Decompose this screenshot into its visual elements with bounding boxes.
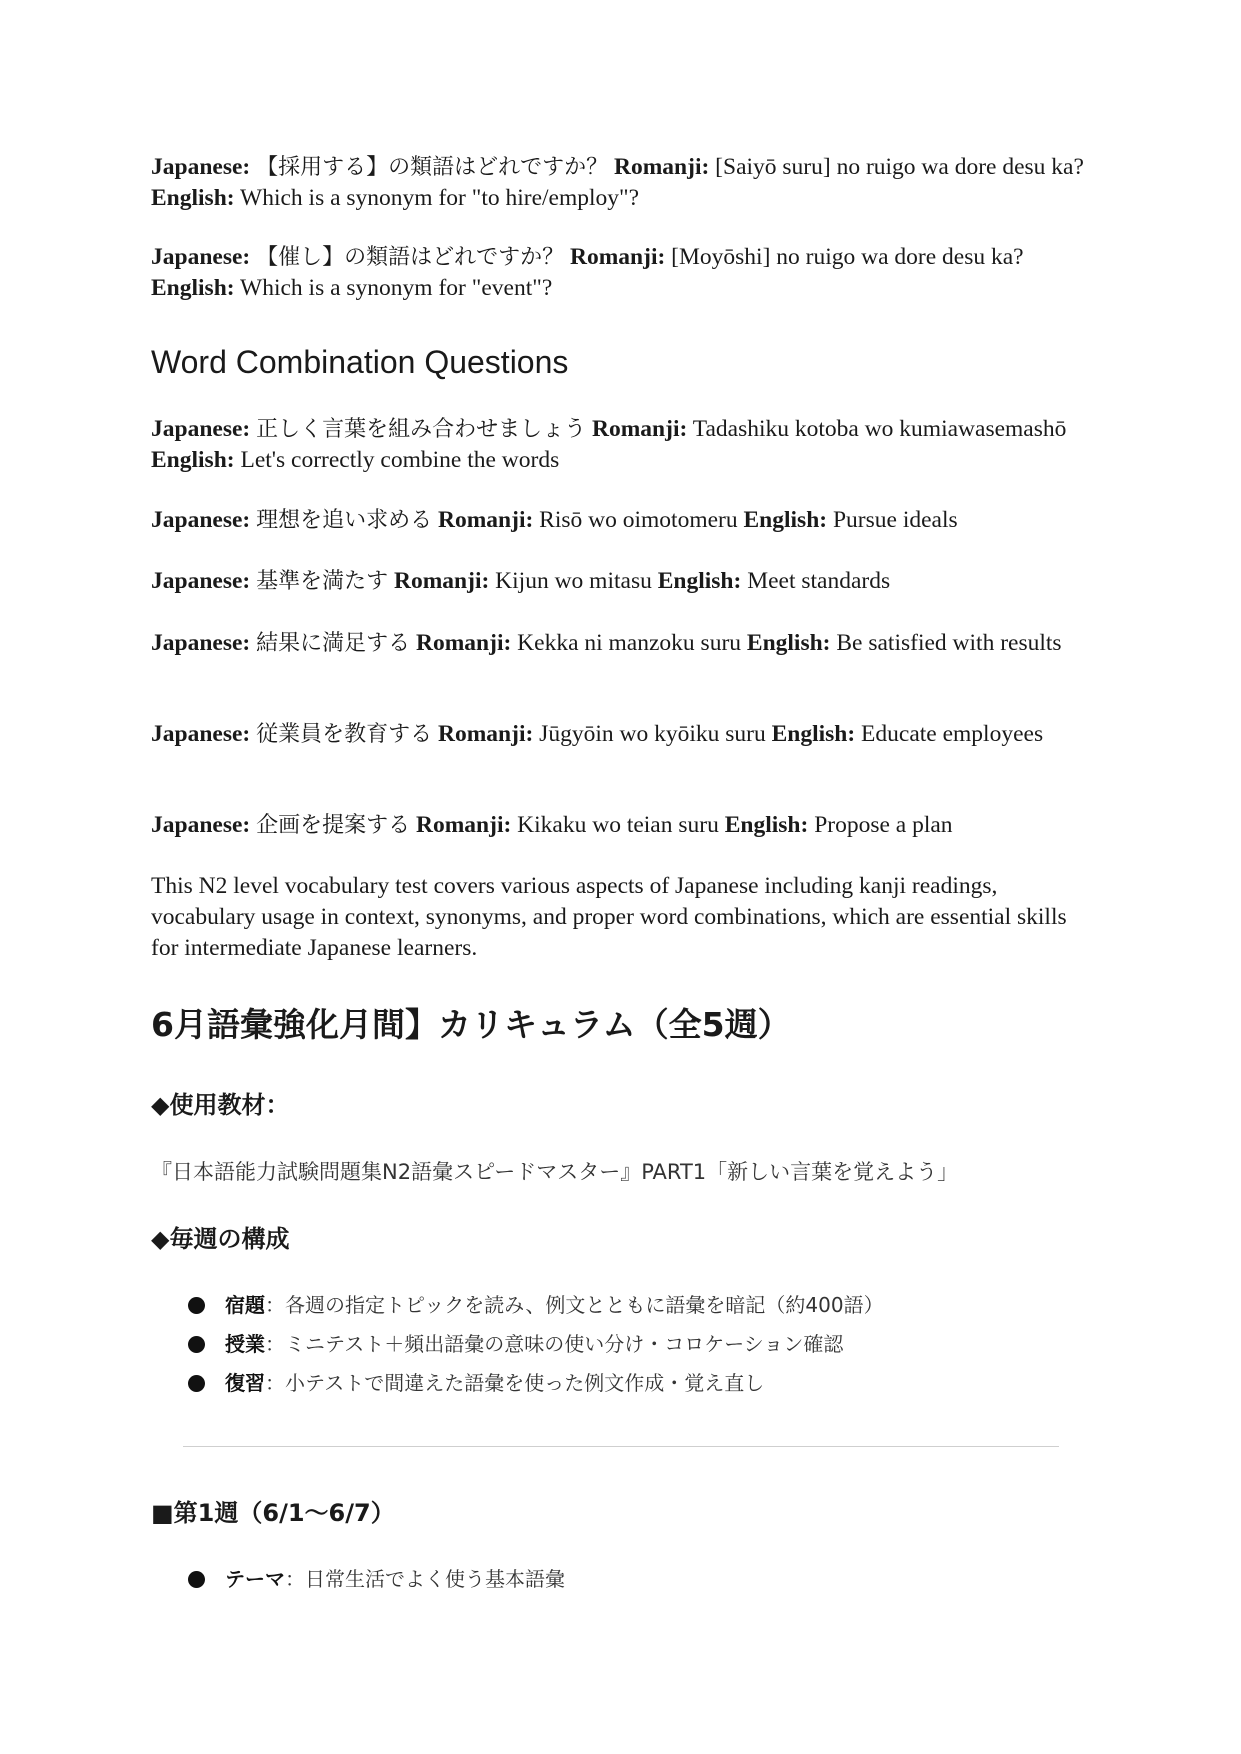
english-text: Propose a plan xyxy=(814,812,953,838)
romanji-label: Romanji: xyxy=(416,812,512,838)
english-label: English: xyxy=(151,185,235,211)
romanji-text: Risō wo oimotomeru xyxy=(539,507,738,533)
romanji-label: Romanji: xyxy=(416,630,512,656)
english-label: English: xyxy=(151,447,235,473)
item-description: 各週の指定トピックを読み、例文とともに語彙を暗記（約400語） xyxy=(285,1293,884,1317)
curriculum-title: 6月語彙強化月間】カリキュラム（全5週） xyxy=(151,1005,791,1044)
japanese-label: Japanese: xyxy=(151,416,251,442)
english-text: Pursue ideals xyxy=(832,507,958,533)
weekly-structure-list xyxy=(188,1288,884,1405)
list-item xyxy=(188,1366,884,1405)
item-description: 小テストで間違えた語彙を使った例文作成・覚え直し xyxy=(285,1371,765,1395)
combination-item-6 xyxy=(151,810,1091,841)
section-divider xyxy=(183,1446,1059,1447)
japanese-text: 理想を追い求める xyxy=(256,508,433,533)
combination-item-3 xyxy=(151,566,1091,597)
japanese-text: 企画を提案する xyxy=(256,813,411,838)
word-combination-heading: Word Combination Questions xyxy=(151,344,569,380)
japanese-label: Japanese: xyxy=(151,507,251,533)
week1-heading: ■第1週（6/1〜6/7） xyxy=(151,1499,395,1527)
item-description: ミニテスト＋頻出語彙の意味の使い分け・コロケーション確認 xyxy=(285,1332,844,1356)
english-text: Which is a synonym for "to hire/employ"? xyxy=(240,185,640,211)
week1-list xyxy=(188,1562,565,1601)
japanese-label: Japanese: xyxy=(151,812,251,838)
romanji-text: Tadashiku kotoba wo kumiawasemashō xyxy=(692,416,1067,442)
bullet-icon xyxy=(188,1375,205,1392)
romanji-label: Romanji: xyxy=(614,154,710,180)
list-item xyxy=(188,1327,884,1366)
romanji-text: Kijun wo mitasu xyxy=(495,568,652,594)
english-label: English: xyxy=(771,721,856,747)
item-term: 宿題 xyxy=(225,1293,265,1317)
english-label: English: xyxy=(657,568,742,594)
japanese-text: 基準を満たす xyxy=(256,569,389,594)
romanji-label: Romanji: xyxy=(438,507,534,533)
item-term: 授業 xyxy=(225,1332,265,1356)
bullet-icon xyxy=(188,1297,205,1314)
japanese-label: Japanese: xyxy=(151,568,251,594)
english-text: Be satisfied with results xyxy=(836,630,1062,656)
synonym-question-1 xyxy=(151,152,1091,214)
list-item xyxy=(188,1562,565,1601)
synonym-question-2 xyxy=(151,242,1091,304)
weekly-structure-heading: ◆毎週の構成 xyxy=(151,1225,290,1253)
bullet-icon xyxy=(188,1336,205,1353)
item-term: テーマ xyxy=(225,1567,285,1591)
item-separator: ： xyxy=(265,1332,285,1356)
english-label: English: xyxy=(724,812,809,838)
romanji-text: Kikaku wo teian suru xyxy=(517,812,719,838)
summary-paragraph: This N2 level vocabulary test covers various aspects of Japanese including kanji readings, vocabulary usage in context, synonyms, and proper word combinations, which are essential skills for intermediate Japanese learners. xyxy=(151,873,1067,961)
romanji-text: [Saiyō suru] no ruigo wa dore desu ka? xyxy=(715,154,1084,180)
english-label: English: xyxy=(151,275,235,301)
japanese-label: Japanese: xyxy=(151,721,251,747)
romanji-text: Kekka ni manzoku suru xyxy=(517,630,742,656)
japanese-text: 【採用する】の類語はどれですか？ xyxy=(256,155,609,180)
english-label: English: xyxy=(743,507,828,533)
english-text: Which is a synonym for "event"? xyxy=(240,275,553,301)
materials-text: 『日本語能力試験問題集N2語彙スピードマスター』PART1「新しい言葉を覚えよう」 xyxy=(151,1160,959,1184)
combination-item-4 xyxy=(151,628,1091,659)
english-text: Let's correctly combine the words xyxy=(240,447,560,473)
item-separator: ： xyxy=(265,1371,285,1395)
japanese-text: 【催し】の類語はどれですか？ xyxy=(256,245,565,270)
japanese-label: Japanese: xyxy=(151,630,251,656)
combination-item-1 xyxy=(151,414,1091,476)
item-description: 日常生活でよく使う基本語彙 xyxy=(305,1567,565,1591)
combination-item-2 xyxy=(151,505,1091,536)
bullet-icon xyxy=(188,1571,205,1588)
japanese-text: 従業員を教育する xyxy=(256,722,433,747)
romanji-text: [Moyōshi] no ruigo wa dore desu ka? xyxy=(671,244,1024,270)
romanji-label: Romanji: xyxy=(592,416,688,442)
english-text: Educate employees xyxy=(861,721,1044,747)
item-separator: ： xyxy=(265,1293,285,1317)
romanji-label: Romanji: xyxy=(570,244,666,270)
japanese-label: Japanese: xyxy=(151,244,251,270)
romanji-label: Romanji: xyxy=(438,721,534,747)
english-text: Meet standards xyxy=(747,568,891,594)
combination-item-5 xyxy=(151,719,1091,750)
item-term: 復習 xyxy=(225,1371,265,1395)
japanese-text: 正しく言葉を組み合わせましょう xyxy=(256,417,587,442)
item-separator: ： xyxy=(285,1567,305,1591)
english-label: English: xyxy=(746,630,831,656)
romanji-label: Romanji: xyxy=(394,568,490,594)
list-item xyxy=(188,1288,884,1327)
romanji-text: Jūgyōin wo kyōiku suru xyxy=(539,721,766,747)
japanese-label: Japanese: xyxy=(151,154,251,180)
materials-heading: ◆使用教材： xyxy=(151,1091,290,1119)
japanese-text: 結果に満足する xyxy=(256,631,411,656)
